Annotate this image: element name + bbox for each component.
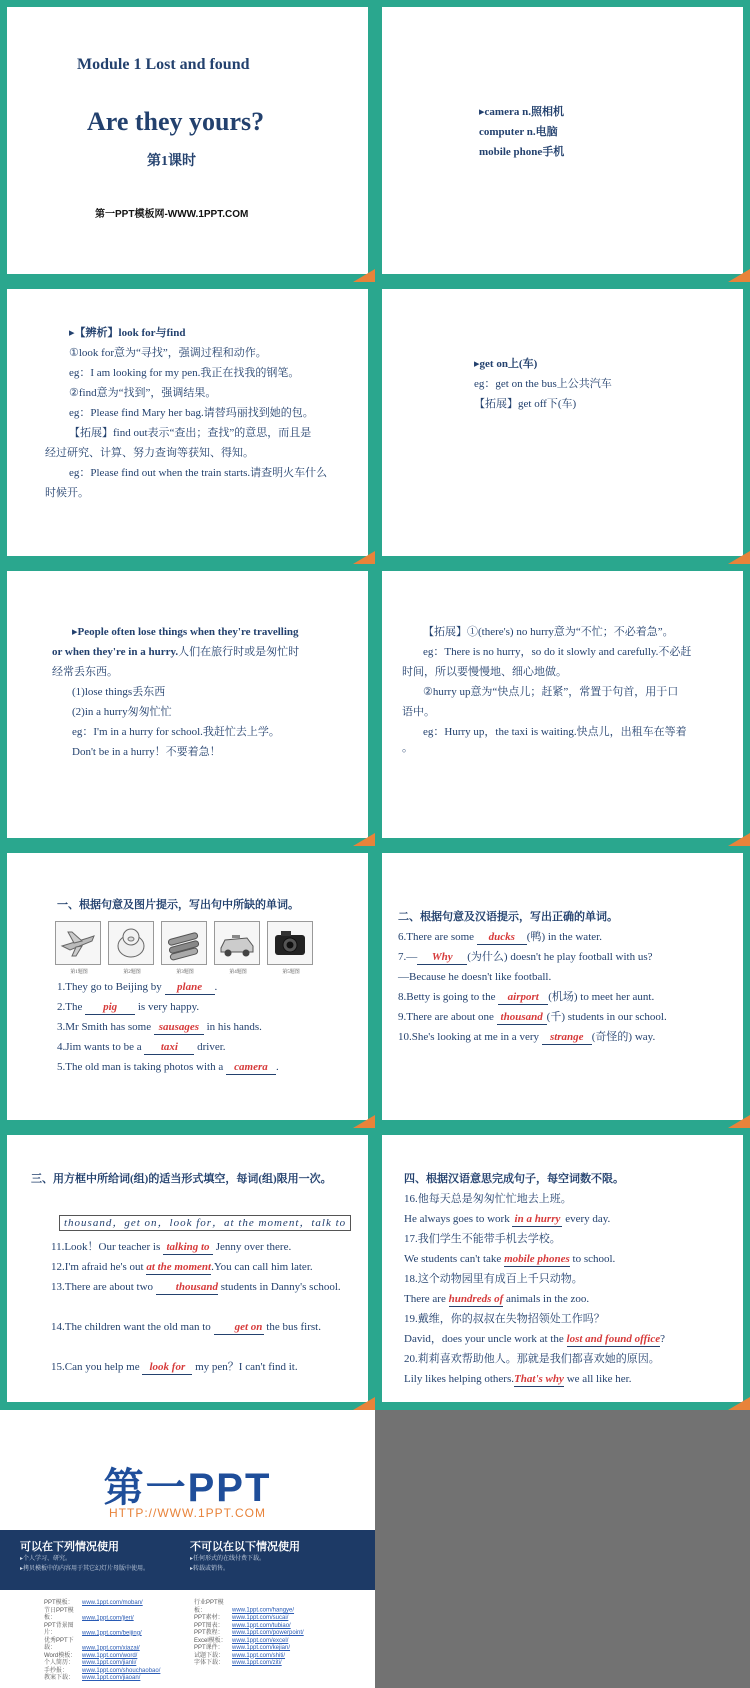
footer-link-label: 字体下载： xyxy=(194,1660,225,1666)
note-line: 人们在旅行时或是匆忙时 xyxy=(178,646,300,658)
picture-caption: 第3题图 xyxy=(176,970,194,975)
note-line: eg：Hurry up，the taxi is waiting.快点儿，出租车在等着 xyxy=(423,726,687,738)
footer-link-label: 节日PPT模板： xyxy=(44,1607,74,1621)
taxi-icon xyxy=(214,921,260,975)
footer-link[interactable]: www.1ppt.com/ziti/ xyxy=(232,1660,282,1666)
exercise-item: He always goes to work in a hurry every day. xyxy=(404,1213,611,1225)
answer: at the moment xyxy=(146,1261,212,1273)
footer-link[interactable]: www.1ppt.com/powerpoint/ xyxy=(232,1630,304,1636)
vocab-line: mobile phone手机 xyxy=(479,146,565,158)
footer-link[interactable]: www.1ppt.com/moban/ xyxy=(82,1600,143,1606)
airplane-icon xyxy=(55,921,101,975)
exercise-item: 13.There are about two thousand students in Danny's school. xyxy=(51,1281,341,1293)
corner-decoration xyxy=(353,269,375,282)
note-line: ②find意为“找到”，强调结果。 xyxy=(69,387,217,399)
footer-link-label: PPT素材： xyxy=(194,1615,224,1621)
footer-link-label: 试题下载： xyxy=(194,1652,225,1659)
note-line: eg：I am looking for my pen.我正在找我的钢笔。 xyxy=(69,367,300,379)
brand-url[interactable]: HTTP://WWW.1PPT.COM xyxy=(109,1506,266,1520)
note-line: ▸People often lose things when they're travelling xyxy=(72,626,299,638)
can-use-list: ▸个人学习、研究。 ▸拷贝模板中的内容用于其它幻灯片母版中使用。 xyxy=(20,1556,150,1572)
cannot-use-title: 不可以在以下情况使用 xyxy=(190,1541,300,1553)
corner-decoration xyxy=(353,1397,375,1410)
note-line: 经过研究、计算、努力查询等获知、得知。 xyxy=(45,447,254,459)
exercise-item: David，does your uncle work at the lost and found office? xyxy=(404,1333,666,1345)
answer: taxi xyxy=(160,1041,178,1053)
corner-decoration xyxy=(728,1115,750,1128)
lesson-label: 第1课时 xyxy=(147,154,196,169)
slide-3 xyxy=(0,282,375,564)
note-line: eg：get on the bus上公共汽车 xyxy=(474,378,612,390)
exercise-heading: 一、根据句意及图片提示，写出句中所缺的单词。 xyxy=(57,899,299,911)
word-box: thousand，get on，look for，at the moment，talk to xyxy=(59,1215,351,1231)
note-line: Don't be in a hurry！不要着急！ xyxy=(72,746,221,758)
picture-caption: 第5题图 xyxy=(282,970,300,975)
note-line: or when they're in a hurry. xyxy=(52,646,179,658)
note-line: (2)in a hurry匆匆忙忙 xyxy=(72,706,172,718)
camera-icon xyxy=(267,921,313,975)
answer: talking to xyxy=(166,1241,210,1253)
module-title: Module 1 Lost and found xyxy=(77,56,250,73)
footer-link[interactable]: www.1ppt.com/beijing/ xyxy=(82,1630,142,1636)
slide-2 xyxy=(375,0,750,282)
footer-link-label: 手抄报： xyxy=(44,1667,69,1674)
footer-link[interactable]: www.1ppt.com/excel/ xyxy=(232,1637,289,1644)
exercise-item-cn: 20.莉莉喜欢帮助他人。那就是我们都喜欢她的原因。 xyxy=(404,1353,660,1365)
footer-link-row xyxy=(194,1615,304,1623)
note-line: 。 xyxy=(402,742,413,754)
footer-link-row xyxy=(44,1660,160,1668)
slide-10 xyxy=(375,1128,750,1410)
exercise-item: We students can't take mobile phones to school. xyxy=(404,1253,616,1265)
cannot-use-list: ▸任何形式的在线付费下载。 ▸转载或销售。 xyxy=(190,1556,266,1572)
footer-link[interactable]: www.1ppt.com/jieri/ xyxy=(82,1615,134,1621)
slide-8 xyxy=(375,846,750,1128)
note-line: ①look for意为“寻找”，强调过程和动作。 xyxy=(69,347,267,359)
footer-link[interactable]: www.1ppt.com/jianli/ xyxy=(82,1660,137,1666)
footer-link[interactable]: www.1ppt.com/shouchaobao/ xyxy=(82,1667,161,1674)
corner-decoration xyxy=(728,833,750,846)
corner-decoration xyxy=(728,1397,750,1410)
exercise-heading: 二、根据句意及汉语提示，写出正确的单词。 xyxy=(398,911,618,923)
answer: in a hurry xyxy=(514,1213,561,1225)
footer-link-row xyxy=(194,1600,304,1615)
picture-caption: 第4题图 xyxy=(229,970,247,975)
exercise-item-cn: 17.我们学生不能带手机去学校。 xyxy=(404,1233,561,1245)
answer: thousand xyxy=(500,1011,543,1023)
picture-row xyxy=(55,921,313,975)
footer-link-row xyxy=(44,1600,160,1608)
footer-link-label: PPT课件： xyxy=(194,1645,224,1651)
footer-link[interactable]: www.1ppt.com/tubiao/ xyxy=(232,1622,291,1629)
exercise-item: 11.Look！Our teacher is talking to Jenny over there. xyxy=(51,1241,292,1253)
exercise-heading: 三、用方框中所给词(组)的适当形式填空，每词(组)限用一次。 xyxy=(31,1173,332,1185)
exercise-item: 8.Betty is going to the airport (机场) to meet her aunt. xyxy=(398,991,655,1003)
page-title: Are they yours? xyxy=(87,107,265,136)
note-line: ▸【辨析】look for与find xyxy=(69,327,186,339)
exercise-item: 5.The old man is taking photos with a camera . xyxy=(57,1061,279,1073)
footer-link-label: 行业PPT模板： xyxy=(194,1600,224,1614)
footer-link-label: 优秀PPT下载： xyxy=(44,1637,74,1651)
footer-link-row xyxy=(44,1623,160,1638)
exercise-heading: 四、根据汉语意思完成句子，每空词数不限。 xyxy=(404,1173,624,1185)
note-line: 经常丢东西。 xyxy=(52,666,118,678)
answer: ducks xyxy=(488,931,515,943)
exercise-item: 2.The pig is very happy. xyxy=(57,1001,200,1013)
exercise-item: 1.They go to Beijing by plane . xyxy=(57,981,218,993)
footer-link-row xyxy=(194,1653,304,1661)
brand-logo: 第一PPT xyxy=(103,1466,272,1510)
footer-link[interactable]: www.1ppt.com/hangye/ xyxy=(232,1607,295,1614)
footer-link-label: Word模板： xyxy=(44,1652,77,1659)
link-list-left xyxy=(44,1600,160,1683)
exercise-item-cn: 19.戴维，你的叔叔在失物招领处工作吗？ xyxy=(404,1313,605,1325)
slide-6 xyxy=(375,564,750,846)
exercise-item-cn: 18.这个动物园里有成百上千只动物。 xyxy=(404,1273,583,1285)
exercise-item: 7.— Why (为什么) doesn't he play football with us? xyxy=(398,951,653,963)
can-use-title: 可以在下列情况使用 xyxy=(20,1541,119,1553)
link-list-right xyxy=(194,1600,304,1668)
note-line: ▸get on上(车) xyxy=(474,358,538,370)
note-line: ②hurry up意为“快点儿；赶紧”，常置于句首，用于口 xyxy=(423,686,679,698)
footer-slide xyxy=(0,1410,375,1688)
answer: camera xyxy=(234,1061,268,1073)
slide-5 xyxy=(0,564,375,846)
note-line: 【拓展】find out表示“查出；查找”的意思，而且是 xyxy=(69,427,312,439)
answer: thousand xyxy=(175,1281,218,1293)
vocab-line: computer n.电脑 xyxy=(479,126,558,138)
exercise-item: 10.She's looking at me in a very strange (奇怪的) way. xyxy=(398,1031,656,1043)
exercise-item: 6.There are some ducks (鸭) in the water. xyxy=(398,931,602,943)
exercise-item: 9.There are about one thousand (千) students in our school. xyxy=(398,1011,667,1023)
exercise-item: 4.Jim wants to be a taxi driver. xyxy=(57,1041,226,1053)
corner-decoration xyxy=(353,1115,375,1128)
note-line: eg：Please find Mary her bag.请替玛丽找到她的包。 xyxy=(69,407,314,419)
footer-link-label: PPT图表： xyxy=(194,1622,224,1629)
exercise-item: 12.I'm afraid he's out at the moment.You can call him later. xyxy=(51,1261,313,1273)
slide-7 xyxy=(0,846,375,1128)
footer-link[interactable]: www.1ppt.com/shiti/ xyxy=(232,1652,286,1659)
answer: sausages xyxy=(158,1021,200,1033)
note-line: 语中。 xyxy=(402,706,435,718)
note-line: 【拓展】get off下(车) xyxy=(474,398,577,410)
footer-link-label: PPT模板： xyxy=(44,1600,74,1606)
footer-link[interactable]: www.1ppt.com/word/ xyxy=(82,1652,138,1659)
footer-link-label: PPT背景图片： xyxy=(44,1622,74,1636)
note-line: 时间，所以要慢慢地、细心地做。 xyxy=(402,666,567,678)
answer: hundreds of xyxy=(448,1293,504,1305)
footer-link-row xyxy=(194,1638,304,1646)
corner-decoration xyxy=(353,551,375,564)
answer: airport xyxy=(507,991,539,1003)
note-line: (1)lose things丢东西 xyxy=(72,686,166,698)
slide-4 xyxy=(375,282,750,564)
exercise-item: 15.Can you help me look for my pen？I can't find it. xyxy=(51,1361,298,1373)
exercise-item: 14.The children want the old man to get on the bus first. xyxy=(51,1321,321,1333)
answer: plane xyxy=(177,981,203,993)
footer-link-label: Excel模板： xyxy=(194,1637,227,1644)
footer-link[interactable]: www.1ppt.com/xiazai/ xyxy=(82,1645,140,1651)
answer: That's why xyxy=(514,1373,564,1385)
exercise-item: 3.Mr Smith has some sausages in his hands. xyxy=(57,1021,262,1033)
answer: look for xyxy=(149,1361,186,1373)
footer-link-label: PPT教程： xyxy=(194,1630,224,1636)
vocab-line: ▸camera n.照相机 xyxy=(479,106,564,118)
note-line: eg：Please find out when the train starts.请查明火车什么 xyxy=(69,467,328,479)
picture-caption: 第1题图 xyxy=(70,970,88,975)
usage-banner xyxy=(0,1530,375,1590)
footer-link-label: 教案下载： xyxy=(44,1675,75,1681)
exercise-item: There are hundreds of animals in the zoo. xyxy=(404,1293,590,1305)
corner-decoration xyxy=(353,833,375,846)
site-label: 第一PPT模板网-WWW.1PPT.COM xyxy=(95,209,249,220)
slide-1 xyxy=(0,0,375,282)
pig-icon xyxy=(108,921,154,975)
exercise-item: —Because he doesn't like football. xyxy=(398,971,552,983)
footer-link-label: 个人简历： xyxy=(44,1660,75,1666)
footer-link-row xyxy=(194,1660,304,1668)
footer-link[interactable]: www.1ppt.com/jiaoan/ xyxy=(82,1675,141,1681)
exercise-item-cn: 16.他每天总是匆匆忙忙地去上班。 xyxy=(404,1193,572,1205)
answer: get on xyxy=(234,1321,263,1333)
note-line: 时候开。 xyxy=(45,487,89,499)
sausage-icon xyxy=(161,921,207,975)
footer-link[interactable]: www.1ppt.com/kejian/ xyxy=(232,1645,291,1651)
corner-decoration xyxy=(728,551,750,564)
answer: Why xyxy=(431,951,453,963)
note-line: 【拓展】①(there's) no hurry意为“不忙；不必着急”。 xyxy=(423,626,674,638)
note-line: eg：I'm in a hurry for school.我赶忙去上学。 xyxy=(72,726,280,738)
picture-caption: 第2题图 xyxy=(123,970,141,975)
answer: pig xyxy=(103,1001,118,1013)
corner-decoration xyxy=(728,269,750,282)
footer-link-row xyxy=(194,1623,304,1631)
footer-link-row xyxy=(44,1653,160,1661)
exercise-item: Lily likes helping others.That's why we all like her. xyxy=(404,1373,632,1385)
answer: mobile phones xyxy=(504,1253,570,1265)
slide-9 xyxy=(0,1128,375,1410)
note-line: eg：There is no hurry，so do it slowly and carefully.不必赶 xyxy=(423,646,692,658)
footer-link[interactable]: www.1ppt.com/sucai/ xyxy=(232,1615,289,1621)
footer-link-row xyxy=(44,1675,160,1683)
footer-link-row xyxy=(44,1668,160,1676)
answer: lost and found office xyxy=(566,1333,661,1345)
answer: strange xyxy=(549,1031,584,1043)
footer-link-row xyxy=(194,1630,304,1638)
footer-link-row xyxy=(44,1608,160,1623)
footer-link-row xyxy=(194,1645,304,1653)
footer-link-row xyxy=(44,1638,160,1653)
